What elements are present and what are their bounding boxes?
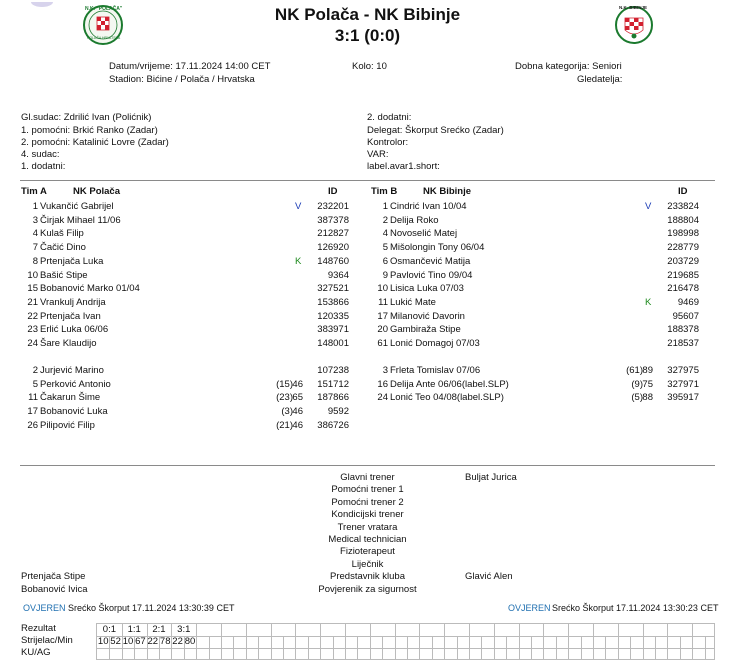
player-number: 22: [27, 310, 38, 322]
result-cell: 3:1: [177, 624, 191, 635]
player-name: Pilipović Filip: [40, 419, 95, 431]
grid-line: [605, 636, 606, 660]
team-b-player-row: [371, 214, 711, 228]
score-row-label-scorers: Strijelac/Min: [21, 635, 73, 646]
player-name: Lonić Domagoj 07/03: [390, 338, 480, 349]
team-b-staff-member: Buljat Jurica: [465, 472, 517, 483]
scorer-cell: 10: [122, 636, 134, 647]
substituted-for: (61): [626, 365, 643, 376]
divider-staff: [20, 465, 715, 466]
staff-role: Fizioterapeut: [340, 546, 395, 558]
team-a-player-row: [21, 310, 361, 324]
official-main-referee: Gl.sudac: Zdrilić Ivan (Polićnik): [21, 112, 152, 123]
team-a-player-row: [21, 241, 361, 255]
team-a-player-row: [21, 282, 361, 296]
player-number: 2: [382, 214, 388, 226]
grid-line: [320, 636, 321, 660]
player-number: 17: [377, 310, 388, 322]
player-number: 21: [27, 296, 38, 308]
player-name: Šare Klaudijo: [40, 338, 97, 349]
player-number: 6: [382, 255, 388, 267]
player-name: Delija Ante 06/06(label.SLP): [390, 378, 509, 390]
grid-line: [345, 636, 346, 660]
sub-minute: 89: [642, 365, 653, 376]
player-id: 327971: [667, 378, 699, 390]
team-a-player-row: [21, 255, 361, 269]
grid-line: [556, 636, 557, 660]
team-b-player-row: [371, 227, 711, 241]
player-name: Frleta Tomislav 07/06: [390, 365, 481, 376]
grid-line: [444, 636, 445, 660]
player-number: 23: [27, 324, 38, 336]
team-b-name: NK Bibinje: [423, 186, 472, 197]
scorer-cell: 80: [184, 636, 196, 647]
captain-mark: K: [295, 255, 302, 267]
grid-line: [419, 636, 420, 660]
player-name: Perković Antonio: [40, 378, 111, 390]
team-a-player-row: [21, 391, 361, 405]
grid-line: [370, 624, 371, 636]
player-name: Vukančić Gabrijel: [40, 201, 114, 212]
official-fourth: 4. sudac:: [21, 149, 60, 160]
player-name: Osmančević Matija: [390, 255, 471, 267]
grid-line: [196, 636, 197, 660]
grid-line: [271, 636, 272, 660]
grid-line: [618, 624, 619, 636]
away-logo-text: N.K. BIBINJE: [619, 5, 648, 10]
left-verified-text: Srećko Škorput 17.11.2024 13:30:39 CET: [68, 603, 235, 613]
grid-line: [283, 636, 284, 660]
player-name: Novoselić Matej: [390, 228, 458, 240]
player-name: Lonić Teo 04/08(label.SLP): [390, 392, 504, 404]
player-number: 5: [382, 242, 388, 254]
official-var: VAR:: [367, 149, 389, 160]
grid-line: [469, 624, 470, 636]
player-id: 228779: [667, 242, 699, 254]
scorer-cell: 22: [147, 636, 159, 647]
player-id: 9469: [677, 296, 699, 308]
goalkeeper-mark: V: [645, 201, 652, 212]
player-id: 188804: [667, 214, 699, 226]
team-b-player-row: [371, 255, 711, 269]
player-number: 24: [377, 392, 388, 404]
sub-minute: 46: [292, 419, 303, 431]
official-avar: label.avar1.short:: [367, 161, 440, 172]
player-number: 10: [377, 283, 388, 295]
goalkeeper-mark: V: [295, 201, 302, 212]
grid-line: [519, 624, 520, 636]
grid-line: [568, 624, 569, 636]
player-number: 2: [32, 365, 38, 376]
result-cell: 0:1: [102, 624, 116, 635]
player-name: Bašić Stipe: [40, 269, 88, 281]
official-additional-1: 1. dodatni:: [21, 161, 66, 172]
grid-line: [395, 636, 396, 660]
grid-line: [618, 636, 619, 660]
substituted-for: (9): [631, 378, 643, 390]
player-id: 395917: [667, 392, 699, 404]
player-name: Mišolongin Tony 06/04: [390, 242, 485, 254]
grid-line: [457, 636, 458, 660]
grid-line: [395, 624, 396, 636]
grid-line: [432, 636, 433, 660]
player-id: 219685: [667, 269, 699, 281]
grid-line: [258, 636, 259, 660]
team-b-player-row: [371, 391, 711, 405]
score-row-label-ku-ag: KU/AG: [21, 647, 51, 658]
grid-line: [519, 636, 520, 660]
result-cell: 2:1: [152, 624, 166, 635]
player-number: 3: [382, 365, 388, 376]
player-id: 232201: [317, 201, 349, 212]
player-id: 327521: [317, 283, 349, 295]
substituted-for: (3): [281, 406, 293, 418]
team-a-staff-member: Bobanović Ivica: [21, 583, 88, 595]
official-controller: Kontrolor:: [367, 137, 409, 148]
grid-line: [643, 636, 644, 660]
staff-role: Glavni trener: [340, 472, 395, 483]
grid-line: [221, 636, 222, 660]
team-a-player-row: [21, 419, 361, 433]
scorer-cell: 52: [110, 636, 121, 647]
grid-line: [295, 624, 296, 636]
grid-line: [271, 624, 272, 636]
player-number: 26: [27, 419, 38, 431]
sub-minute: 75: [642, 378, 653, 390]
player-id: 387378: [317, 214, 349, 226]
player-name: Čakarun Šime: [40, 392, 101, 404]
team-b-label: Tim B: [371, 186, 398, 197]
player-id: 203729: [667, 255, 699, 267]
player-id: 9592: [327, 406, 349, 418]
team-a-player-row: [21, 364, 361, 378]
player-id: 218537: [667, 338, 699, 349]
player-id: 383971: [317, 324, 349, 336]
team-a-label: Tim A: [21, 186, 47, 197]
player-number: 61: [377, 338, 388, 349]
player-id: 148760: [317, 255, 349, 267]
sub-minute: 46: [292, 378, 303, 390]
official-delegate: Delegat: Škorput Srećko (Zadar): [367, 125, 504, 136]
team-a-player-row: [21, 405, 361, 419]
player-name: Kulaš Filip: [40, 228, 84, 240]
player-id: 216478: [667, 283, 699, 295]
player-number: 17: [27, 406, 38, 418]
player-id: 233824: [667, 201, 699, 212]
grid-line: [680, 636, 681, 660]
right-verified-text: Srećko Škorput 17.11.2024 13:30:23 CET: [552, 603, 719, 613]
player-name: Milanović Davorin: [390, 310, 465, 322]
player-number: 10: [27, 269, 38, 281]
player-number: 8: [32, 255, 38, 267]
player-id: 212827: [317, 228, 349, 240]
player-name: Jurjević Marino: [40, 365, 104, 376]
player-id: 153866: [317, 296, 349, 308]
player-number: 16: [377, 378, 388, 390]
team-a-staff-member: Prtenjača Stipe: [21, 571, 86, 583]
team-a-player-row: [21, 227, 361, 241]
grid-line: [506, 636, 507, 660]
player-id: 198998: [667, 228, 699, 240]
captain-mark: K: [645, 296, 652, 308]
player-number: 20: [377, 324, 388, 336]
player-id: 386726: [317, 419, 349, 431]
spectators: Gledatelja:: [577, 74, 623, 85]
player-number: 9: [382, 269, 388, 281]
team-b-id-header: ID: [678, 186, 688, 197]
grid-line: [593, 636, 594, 660]
player-id: 148001: [317, 338, 349, 349]
grid-line: [667, 636, 668, 660]
player-number: 4: [382, 228, 388, 240]
grid-line: [630, 636, 631, 660]
player-name: Pavlović Tino 09/04: [390, 269, 473, 281]
player-id: 95607: [672, 310, 699, 322]
grid-line: [655, 636, 656, 660]
grid-line: [320, 624, 321, 636]
team-a-id-header: ID: [328, 186, 338, 197]
team-b-player-row: [371, 364, 711, 378]
grid-line: [543, 624, 544, 636]
divider-officials: [20, 180, 715, 181]
grid-line: [481, 636, 482, 660]
player-number: 5: [32, 378, 38, 390]
team-a-name: NK Polača: [73, 186, 120, 197]
player-id: 126920: [317, 242, 349, 254]
match-title: NK Polača - NK Bibinje: [274, 5, 461, 24]
substituted-for: (15): [276, 378, 293, 390]
grid-line: [667, 624, 668, 636]
grid-line: [419, 624, 420, 636]
player-id: 187866: [317, 392, 349, 404]
grid-line: [196, 624, 197, 636]
player-name: Čačić Dino: [40, 242, 86, 254]
grid-line: [692, 624, 693, 636]
home-logo-text: N.K. "POLAČA": [85, 6, 123, 12]
grid-line: [494, 636, 495, 660]
player-id: 188378: [667, 324, 699, 336]
player-name: Cindrić Ivan 10/04: [390, 201, 467, 212]
grid-line: [543, 636, 544, 660]
score-grid: [96, 623, 715, 660]
age-category: Dobna kategorija: Seniori: [515, 61, 622, 72]
player-number: 15: [27, 283, 38, 295]
player-name: Delija Roko: [390, 214, 439, 226]
player-number: 4: [32, 228, 38, 240]
substituted-for: (5): [631, 392, 643, 404]
right-verified-status: OVJEREN: [508, 603, 551, 613]
grid-line: [295, 636, 296, 660]
player-name: Lisica Luka 07/03: [390, 283, 464, 295]
grid-line: [209, 636, 210, 660]
grid-line: [221, 624, 222, 636]
team-b-player-row: [371, 241, 711, 255]
player-name: Gambiraža Stipe: [390, 324, 461, 336]
sub-minute: 46: [292, 406, 303, 418]
grid-line: [407, 636, 408, 660]
player-number: 3: [32, 214, 38, 226]
grid-line: [444, 624, 445, 636]
player-name: Prtenjača Luka: [40, 255, 104, 267]
player-name: Lukić Mate: [390, 296, 436, 308]
grid-line: [643, 624, 644, 636]
player-id: 120335: [317, 310, 349, 322]
grid-line: [233, 636, 234, 660]
grid-line: [370, 636, 371, 660]
staff-role: Povjerenik za sigurnost: [318, 583, 417, 595]
team-a-player-row: [21, 323, 361, 337]
score-row-label-result: Rezultat: [21, 623, 56, 634]
grid-line: [333, 636, 334, 660]
staff-role: Pomoćni trener 2: [331, 496, 404, 508]
grid-line: [382, 636, 383, 660]
sub-minute: 65: [292, 392, 303, 404]
team-a-player-row: [21, 269, 361, 283]
grid-line: [246, 636, 247, 660]
player-number: 7: [32, 242, 38, 254]
grid-line: [357, 636, 358, 660]
grid-line: [308, 636, 309, 660]
player-name: Bobanović Luka: [40, 406, 108, 418]
match-stadium: Stadion: Bićine / Polača / Hrvatska: [109, 74, 255, 85]
player-name: Bobanović Marko 01/04: [40, 283, 140, 295]
substituted-for: (21): [276, 419, 293, 431]
official-assistant-1: 1. pomoćni: Brkić Ranko (Zadar): [21, 125, 158, 136]
staff-role: Trener vratara: [337, 521, 398, 533]
sub-minute: 88: [642, 392, 653, 404]
grid-line: [581, 636, 582, 660]
player-id: 9364: [327, 269, 349, 281]
team-a-player-row: [21, 337, 361, 351]
team-a-player-row: [21, 200, 361, 214]
scorer-cell: 67: [135, 636, 146, 647]
player-id: 107238: [317, 365, 349, 376]
match-datetime: Datum/vrijeme: 17.11.2024 14:00 CET: [109, 61, 271, 72]
scorer-cell: 78: [159, 636, 171, 647]
player-number: 11: [28, 392, 38, 404]
team-b-player-row: [371, 378, 711, 392]
staff-role: Kondicijski trener: [331, 509, 404, 521]
team-a-player-row: [21, 296, 361, 310]
team-b-player-row: [371, 200, 711, 214]
team-a-player-row: [21, 214, 361, 228]
team-b-player-row: [371, 323, 711, 337]
result-cell: 1:1: [127, 624, 141, 635]
official-additional-2: 2. dodatni:: [367, 112, 412, 123]
player-number: 1: [32, 201, 38, 212]
match-score: 3:1 (0:0): [334, 26, 401, 45]
left-verified-status: OVJEREN: [23, 603, 66, 613]
official-assistant-2: 2. pomoćni: Katalinić Lovre (Zadar): [21, 137, 169, 148]
grid-line: [568, 636, 569, 660]
player-name: Erlić Luka 06/06: [40, 324, 109, 336]
team-b-player-row: [371, 296, 711, 310]
staff-role: Predstavnik kluba: [330, 571, 405, 583]
player-id: 327975: [667, 365, 699, 376]
grid-line: [469, 636, 470, 660]
staff-role: Pomoćni trener 1: [331, 484, 404, 496]
grid-line: [593, 624, 594, 636]
team-b-staff-member: Glavić Alen: [465, 571, 513, 583]
team-a-player-row: [21, 378, 361, 392]
grid-line: [246, 624, 247, 636]
player-name: Čirjak Mihael 11/06: [40, 214, 121, 226]
team-b-player-row: [371, 269, 711, 283]
home-logo-subtext: POLAČA HRVATSKA: [87, 36, 121, 40]
player-name: Vrankulj Andrija: [40, 296, 106, 308]
scorer-cell: 10: [97, 636, 109, 647]
team-b-player-row: [371, 282, 711, 296]
player-name: Prtenjača Ivan: [40, 310, 101, 322]
scorer-cell: 22: [172, 636, 183, 647]
grid-line: [97, 648, 714, 649]
grid-line: [531, 636, 532, 660]
player-number: 1: [382, 201, 388, 212]
grid-line: [705, 636, 706, 660]
staff-role: Medical technician: [328, 534, 407, 545]
player-number: 11: [378, 296, 388, 308]
substituted-for: (23): [276, 392, 293, 404]
staff-role: Liječnik: [351, 558, 384, 570]
grid-line: [494, 624, 495, 636]
grid-line: [692, 636, 693, 660]
match-round: Kolo: 10: [352, 61, 387, 72]
player-id: 151712: [317, 378, 349, 390]
grid-line: [345, 624, 346, 636]
player-number: 24: [27, 338, 38, 349]
team-b-player-row: [371, 310, 711, 324]
team-b-player-row: [371, 337, 711, 351]
